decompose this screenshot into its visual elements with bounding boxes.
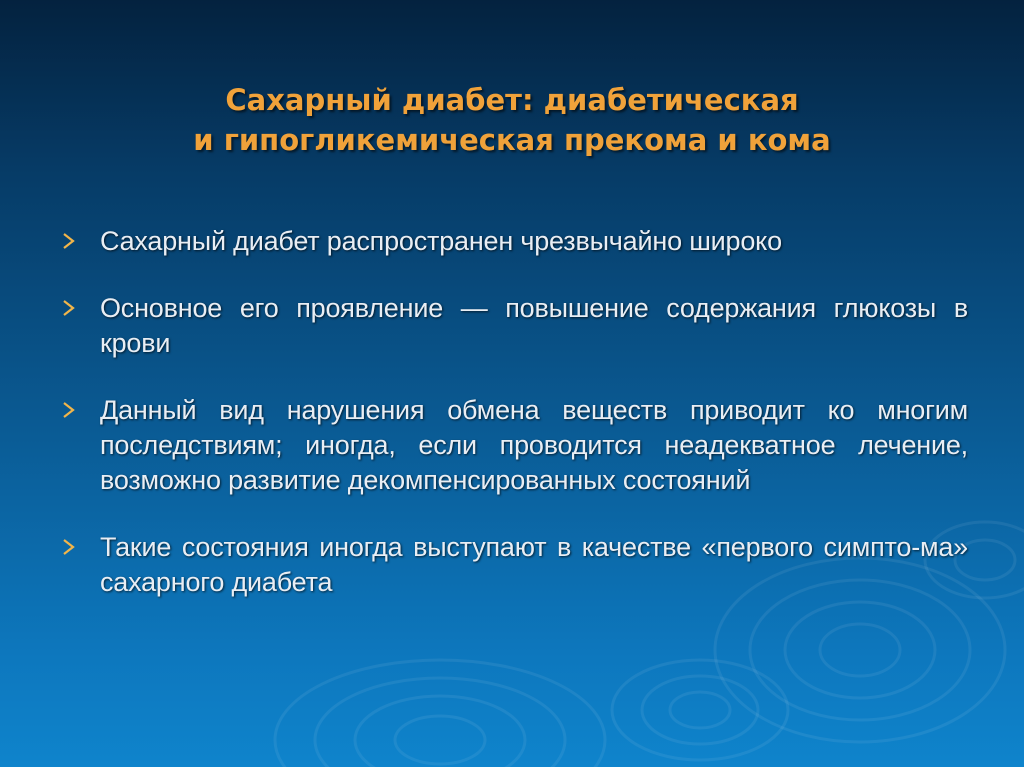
- slide-title: [60, 80, 964, 160]
- slide-title-line-1: Сахарный диабет: диабетическая: [225, 83, 799, 117]
- bullet-text: Сахарный диабет распространен чрезвычайно широко: [100, 226, 782, 256]
- bullet-item: [60, 224, 968, 259]
- bullet-item: [60, 530, 968, 600]
- slide-title-line-2: и гипогликемическая прекома и кома: [193, 123, 831, 157]
- chevron-right-icon: [62, 298, 78, 320]
- bullet-item: [60, 291, 968, 361]
- chevron-right-icon: [62, 400, 78, 422]
- chevron-right-icon: [62, 537, 78, 559]
- bullet-text: Такие состояния иногда выступают в качестве «первого симпто-ма» сахарного диабета: [100, 532, 968, 597]
- bullet-item: [60, 393, 968, 498]
- bullet-text: Основное его проявление — повышение содержания глюкозы в крови: [100, 293, 968, 358]
- chevron-right-icon: [62, 231, 78, 253]
- bullet-text: Данный вид нарушения обмена веществ приводит ко многим последствиям; иногда, если проводится неадекватное лечение, возможно развитие декомпенсированных состояний: [100, 395, 968, 495]
- bullet-list: [60, 224, 968, 632]
